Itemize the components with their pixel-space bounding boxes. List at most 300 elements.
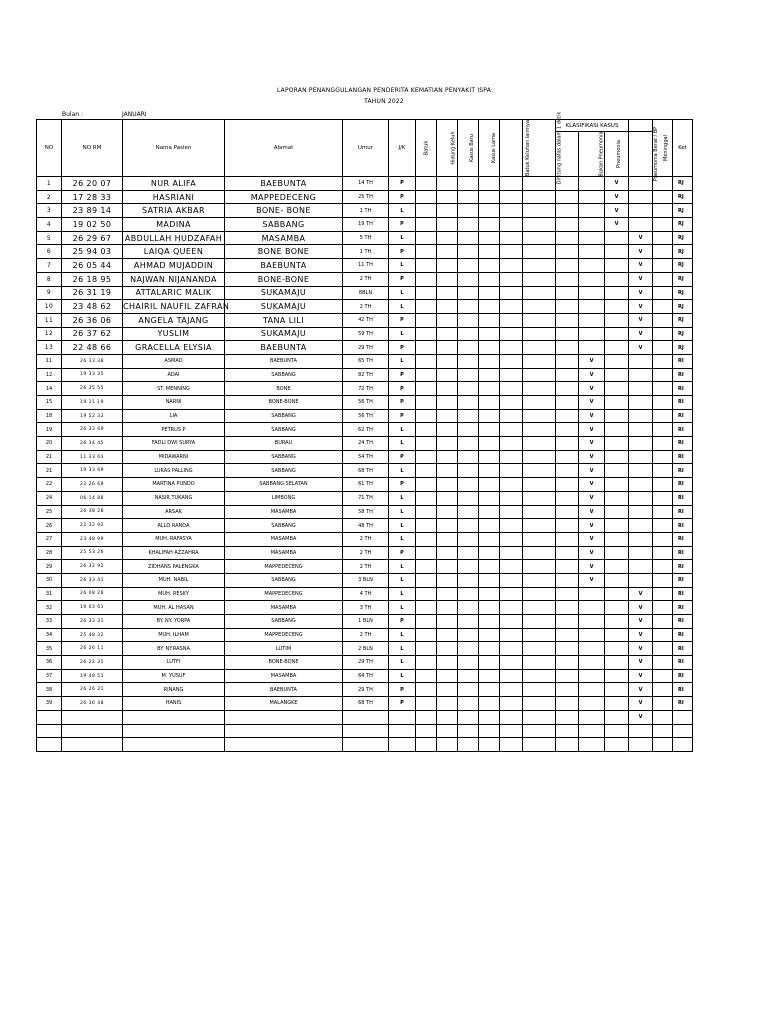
row-cell bbox=[629, 190, 653, 204]
table-row bbox=[37, 204, 693, 218]
row-cell bbox=[523, 724, 556, 738]
row-cell bbox=[605, 546, 629, 560]
row-cell bbox=[605, 724, 629, 738]
row-cell bbox=[458, 272, 479, 286]
table-row bbox=[37, 409, 693, 423]
row-no: 22 bbox=[37, 478, 62, 492]
row-name: MUH. RESKY bbox=[123, 587, 225, 601]
row-cell bbox=[523, 368, 556, 382]
table-row bbox=[37, 259, 693, 273]
row-cell bbox=[437, 628, 458, 642]
table-row bbox=[37, 683, 693, 697]
row-meninggal bbox=[653, 491, 673, 505]
row-cell bbox=[479, 450, 500, 464]
col-norm: NO RM bbox=[62, 120, 123, 177]
row-norm: 26 08 28 bbox=[62, 587, 123, 601]
row-age: 2 TH bbox=[343, 546, 389, 560]
col-hidung bbox=[437, 120, 458, 177]
table-row bbox=[37, 354, 693, 368]
row-cell bbox=[523, 204, 556, 218]
row-jk: P bbox=[389, 697, 416, 711]
row-cell bbox=[629, 724, 653, 738]
row-address: BAEBUNTA bbox=[225, 354, 343, 368]
row-cell bbox=[605, 628, 629, 642]
row-cell bbox=[629, 464, 653, 478]
row-mark: V bbox=[579, 368, 605, 382]
row-ket: RI bbox=[673, 697, 693, 711]
row-no: 18 bbox=[37, 409, 62, 423]
row-age bbox=[343, 738, 389, 752]
row-no: 12 bbox=[37, 368, 62, 382]
row-cell bbox=[416, 669, 437, 683]
row-no: 25 bbox=[37, 505, 62, 519]
table-row bbox=[37, 710, 693, 724]
row-cell bbox=[479, 341, 500, 355]
row-cell bbox=[556, 669, 579, 683]
row-ket: RI bbox=[673, 409, 693, 423]
row-cell bbox=[437, 450, 458, 464]
table-row bbox=[37, 382, 693, 396]
row-cell bbox=[416, 615, 437, 629]
row-age: 59 TH bbox=[343, 327, 389, 341]
row-cell bbox=[605, 710, 629, 724]
row-age: 3 TH bbox=[343, 601, 389, 615]
row-cell bbox=[416, 546, 437, 560]
row-ket: RJ bbox=[673, 341, 693, 355]
row-no: 19 bbox=[37, 423, 62, 437]
row-cell bbox=[629, 532, 653, 546]
row-cell bbox=[458, 341, 479, 355]
row-cell bbox=[605, 669, 629, 683]
row-cell bbox=[605, 491, 629, 505]
row-cell bbox=[458, 710, 479, 724]
row-name: NARNI bbox=[123, 396, 225, 410]
row-cell bbox=[416, 259, 437, 273]
row-cell bbox=[437, 313, 458, 327]
row-cell bbox=[500, 738, 523, 752]
row-no: 29 bbox=[37, 560, 62, 574]
row-cell bbox=[479, 231, 500, 245]
row-cell bbox=[500, 546, 523, 560]
row-ket: RI bbox=[673, 354, 693, 368]
row-cell bbox=[629, 437, 653, 451]
row-cell bbox=[479, 190, 500, 204]
row-jk: L bbox=[389, 354, 416, 368]
row-mark: V bbox=[579, 382, 605, 396]
row-address: SABBANG bbox=[225, 450, 343, 464]
row-meninggal bbox=[653, 601, 673, 615]
row-no: 4 bbox=[37, 218, 62, 232]
row-mark: V bbox=[605, 204, 629, 218]
row-cell bbox=[479, 423, 500, 437]
row-jk: P bbox=[389, 683, 416, 697]
row-mark: V bbox=[629, 313, 653, 327]
row-cell bbox=[437, 382, 458, 396]
row-cell bbox=[416, 423, 437, 437]
row-cell bbox=[437, 218, 458, 232]
row-ket: RI bbox=[673, 464, 693, 478]
row-address: MAPPEDECENG bbox=[225, 587, 343, 601]
row-meninggal bbox=[653, 450, 673, 464]
row-cell bbox=[500, 396, 523, 410]
row-jk: L bbox=[389, 587, 416, 601]
row-no: 28 bbox=[37, 546, 62, 560]
row-cell bbox=[437, 724, 458, 738]
row-cell bbox=[523, 190, 556, 204]
table-row bbox=[37, 231, 693, 245]
row-norm: 26 05 44 bbox=[62, 259, 123, 273]
row-ket: RI bbox=[673, 615, 693, 629]
row-cell bbox=[416, 450, 437, 464]
row-name bbox=[123, 738, 225, 752]
row-jk: L bbox=[389, 642, 416, 656]
row-norm: 26 32 92 bbox=[62, 560, 123, 574]
row-meninggal bbox=[653, 218, 673, 232]
col-bukan-pneumonia bbox=[579, 132, 605, 177]
row-cell bbox=[479, 272, 500, 286]
row-age: 3 BLN bbox=[343, 573, 389, 587]
row-address: SUKAMAJU bbox=[225, 327, 343, 341]
row-jk: L bbox=[389, 259, 416, 273]
row-cell bbox=[479, 259, 500, 273]
row-mark: V bbox=[629, 259, 653, 273]
row-meninggal bbox=[653, 546, 673, 560]
row-mark: V bbox=[629, 286, 653, 300]
row-cell bbox=[500, 231, 523, 245]
row-cell bbox=[556, 409, 579, 423]
row-mark: V bbox=[629, 710, 653, 724]
row-cell bbox=[416, 341, 437, 355]
row-mark: V bbox=[629, 327, 653, 341]
row-mark: V bbox=[579, 560, 605, 574]
row-cell bbox=[556, 656, 579, 670]
row-cell bbox=[437, 683, 458, 697]
row-meninggal bbox=[653, 464, 673, 478]
col-bukan-pneumonia-label: Bukan Pneumonia bbox=[598, 131, 605, 177]
row-cell bbox=[416, 587, 437, 601]
col-no: NO bbox=[37, 120, 62, 177]
row-ket: RJ bbox=[673, 245, 693, 259]
row-cell bbox=[629, 478, 653, 492]
row-name: NASIR TUKANG bbox=[123, 491, 225, 505]
row-cell bbox=[500, 327, 523, 341]
row-no: 21 bbox=[37, 450, 62, 464]
row-cell bbox=[579, 683, 605, 697]
row-mark: V bbox=[579, 464, 605, 478]
row-cell bbox=[579, 245, 605, 259]
row-cell bbox=[500, 272, 523, 286]
row-name: ST. MENNING bbox=[123, 382, 225, 396]
row-cell bbox=[437, 519, 458, 533]
row-mark: V bbox=[629, 587, 653, 601]
row-cell bbox=[479, 601, 500, 615]
row-norm bbox=[62, 738, 123, 752]
row-address: SABBANG bbox=[225, 409, 343, 423]
row-age: 62 TH bbox=[343, 423, 389, 437]
row-cell bbox=[523, 286, 556, 300]
row-cell bbox=[605, 382, 629, 396]
row-jk: P bbox=[389, 272, 416, 286]
row-cell bbox=[500, 450, 523, 464]
row-meninggal bbox=[653, 231, 673, 245]
row-age: 19 TH bbox=[343, 218, 389, 232]
row-jk: P bbox=[389, 450, 416, 464]
row-cell bbox=[629, 396, 653, 410]
row-cell bbox=[556, 478, 579, 492]
col-pneumonia-berat-label: Pneumonia Berat / BP bbox=[653, 126, 660, 182]
row-cell bbox=[500, 354, 523, 368]
row-cell bbox=[416, 642, 437, 656]
row-cell bbox=[579, 669, 605, 683]
row-jk: P bbox=[389, 546, 416, 560]
row-cell bbox=[458, 259, 479, 273]
row-cell bbox=[556, 532, 579, 546]
row-cell bbox=[479, 354, 500, 368]
row-ket: RI bbox=[673, 573, 693, 587]
row-cell bbox=[500, 245, 523, 259]
row-cell bbox=[605, 409, 629, 423]
row-cell bbox=[579, 628, 605, 642]
col-klasifikasi-spacer bbox=[629, 120, 653, 132]
row-jk: L bbox=[389, 464, 416, 478]
row-cell bbox=[479, 532, 500, 546]
row-cell bbox=[458, 738, 479, 752]
row-age: 4 TH bbox=[343, 587, 389, 601]
table-row bbox=[37, 313, 693, 327]
row-cell bbox=[416, 190, 437, 204]
row-cell bbox=[437, 231, 458, 245]
row-cell bbox=[579, 642, 605, 656]
row-meninggal bbox=[653, 204, 673, 218]
row-cell bbox=[479, 724, 500, 738]
row-cell bbox=[479, 656, 500, 670]
row-cell bbox=[579, 738, 605, 752]
row-address: BONE-BONE bbox=[225, 656, 343, 670]
row-cell bbox=[629, 382, 653, 396]
row-age: 29 TH bbox=[343, 656, 389, 670]
row-name: NUR ALIFA bbox=[123, 177, 225, 191]
row-meninggal bbox=[653, 573, 673, 587]
row-cell bbox=[523, 738, 556, 752]
row-meninggal bbox=[653, 519, 673, 533]
row-cell bbox=[556, 505, 579, 519]
row-cell bbox=[416, 738, 437, 752]
row-jk: L bbox=[389, 286, 416, 300]
row-meninggal bbox=[653, 478, 673, 492]
row-name: KHALIFAH AZZAHRA bbox=[123, 546, 225, 560]
table-row bbox=[37, 573, 693, 587]
row-cell bbox=[523, 615, 556, 629]
row-cell bbox=[605, 368, 629, 382]
row-norm: 23 48 99 bbox=[62, 532, 123, 546]
row-meninggal bbox=[653, 396, 673, 410]
row-norm: 26 18 95 bbox=[62, 272, 123, 286]
row-cell bbox=[556, 190, 579, 204]
row-norm: 19 03 61 bbox=[62, 601, 123, 615]
row-cell bbox=[605, 286, 629, 300]
row-meninggal bbox=[653, 738, 673, 752]
row-cell bbox=[437, 327, 458, 341]
row-no bbox=[37, 710, 62, 724]
row-cell bbox=[437, 642, 458, 656]
row-cell bbox=[605, 642, 629, 656]
row-mark: V bbox=[629, 669, 653, 683]
row-cell bbox=[458, 505, 479, 519]
row-cell bbox=[437, 177, 458, 191]
row-cell bbox=[416, 354, 437, 368]
table-row bbox=[37, 368, 693, 382]
row-cell bbox=[500, 464, 523, 478]
row-norm: 26 38 28 bbox=[62, 505, 123, 519]
row-cell bbox=[416, 409, 437, 423]
row-name: MUH. NABIL bbox=[123, 573, 225, 587]
row-no: 21 bbox=[37, 464, 62, 478]
col-batuk-keluhan bbox=[500, 120, 531, 177]
row-meninggal bbox=[653, 532, 673, 546]
row-jk: L bbox=[389, 300, 416, 314]
row-name: LIA bbox=[123, 409, 225, 423]
row-cell bbox=[605, 259, 629, 273]
row-cell bbox=[556, 519, 579, 533]
row-cell bbox=[579, 231, 605, 245]
row-cell bbox=[458, 573, 479, 587]
row-cell bbox=[458, 437, 479, 451]
row-cell bbox=[479, 177, 500, 191]
row-cell bbox=[605, 437, 629, 451]
row-no bbox=[37, 724, 62, 738]
row-no: 20 bbox=[37, 437, 62, 451]
table-body bbox=[37, 177, 693, 752]
row-cell bbox=[479, 573, 500, 587]
row-cell bbox=[437, 546, 458, 560]
row-cell bbox=[605, 560, 629, 574]
row-cell bbox=[437, 738, 458, 752]
row-jk: P bbox=[389, 382, 416, 396]
row-cell bbox=[437, 259, 458, 273]
row-cell bbox=[458, 368, 479, 382]
row-age: 82 TH bbox=[343, 368, 389, 382]
row-cell bbox=[500, 190, 523, 204]
row-cell bbox=[500, 615, 523, 629]
row-cell bbox=[605, 450, 629, 464]
row-ket: RI bbox=[673, 642, 693, 656]
row-name: MUH. AL HASAN bbox=[123, 601, 225, 615]
row-cell bbox=[437, 697, 458, 711]
row-address: BONE-BONE bbox=[225, 272, 343, 286]
row-cell bbox=[458, 478, 479, 492]
row-norm: 17 28 33 bbox=[62, 190, 123, 204]
row-cell bbox=[458, 286, 479, 300]
row-cell bbox=[523, 573, 556, 587]
row-cell bbox=[437, 560, 458, 574]
row-cell bbox=[500, 259, 523, 273]
row-meninggal bbox=[653, 560, 673, 574]
row-norm: 19 33 69 bbox=[62, 464, 123, 478]
row-no: 15 bbox=[37, 396, 62, 410]
row-address: BAEBUNTA bbox=[225, 259, 343, 273]
row-cell bbox=[500, 519, 523, 533]
row-cell bbox=[458, 656, 479, 670]
row-cell bbox=[556, 560, 579, 574]
row-mark: V bbox=[579, 354, 605, 368]
row-ket: RI bbox=[673, 560, 693, 574]
col-batuk-label: Batuk bbox=[423, 140, 429, 156]
row-cell bbox=[458, 724, 479, 738]
row-cell bbox=[458, 245, 479, 259]
row-cell bbox=[500, 300, 523, 314]
row-norm: 22 32 92 bbox=[62, 519, 123, 533]
row-cell bbox=[458, 560, 479, 574]
row-cell bbox=[437, 190, 458, 204]
row-cell bbox=[416, 368, 437, 382]
row-cell bbox=[523, 423, 556, 437]
row-ket: RJ bbox=[673, 327, 693, 341]
row-cell bbox=[556, 573, 579, 587]
row-name: MUH. ILHAM bbox=[123, 628, 225, 642]
row-ket: RI bbox=[673, 382, 693, 396]
row-name: MUH. RAFASYA bbox=[123, 532, 225, 546]
row-cell bbox=[500, 710, 523, 724]
row-cell bbox=[437, 505, 458, 519]
row-cell bbox=[629, 505, 653, 519]
row-cell bbox=[458, 601, 479, 615]
col-pneumonia bbox=[605, 132, 629, 177]
row-mark: V bbox=[579, 532, 605, 546]
row-no: 6 bbox=[37, 245, 62, 259]
row-cell bbox=[556, 628, 579, 642]
row-cell bbox=[416, 464, 437, 478]
row-cell bbox=[500, 341, 523, 355]
row-norm: 22 48 66 bbox=[62, 341, 123, 355]
row-cell bbox=[479, 642, 500, 656]
row-cell bbox=[458, 204, 479, 218]
row-ket: RI bbox=[673, 683, 693, 697]
row-cell bbox=[523, 478, 556, 492]
row-jk: P bbox=[389, 409, 416, 423]
row-cell bbox=[479, 505, 500, 519]
row-meninggal bbox=[653, 423, 673, 437]
row-cell bbox=[458, 697, 479, 711]
row-address: MASAMBA bbox=[225, 669, 343, 683]
row-address: MASAMBA bbox=[225, 546, 343, 560]
row-cell bbox=[523, 697, 556, 711]
row-no: 30 bbox=[37, 573, 62, 587]
row-cell bbox=[523, 327, 556, 341]
row-age: 1 TH bbox=[343, 204, 389, 218]
row-cell bbox=[556, 231, 579, 245]
row-ket: RJ bbox=[673, 190, 693, 204]
row-no: 27 bbox=[37, 532, 62, 546]
row-jk: P bbox=[389, 478, 416, 492]
row-mark: V bbox=[579, 573, 605, 587]
row-cell bbox=[579, 300, 605, 314]
row-ket: RI bbox=[673, 546, 693, 560]
row-address: SABBANG bbox=[225, 218, 343, 232]
row-cell bbox=[500, 478, 523, 492]
row-address: BONE- BONE bbox=[225, 204, 343, 218]
row-cell bbox=[458, 669, 479, 683]
row-cell bbox=[629, 354, 653, 368]
row-name: ASMAD bbox=[123, 354, 225, 368]
row-jk bbox=[389, 724, 416, 738]
row-ket: RI bbox=[673, 450, 693, 464]
row-mark: V bbox=[629, 615, 653, 629]
row-cell bbox=[579, 601, 605, 615]
row-cell bbox=[437, 464, 458, 478]
row-cell bbox=[437, 573, 458, 587]
row-cell bbox=[479, 738, 500, 752]
row-cell bbox=[479, 396, 500, 410]
